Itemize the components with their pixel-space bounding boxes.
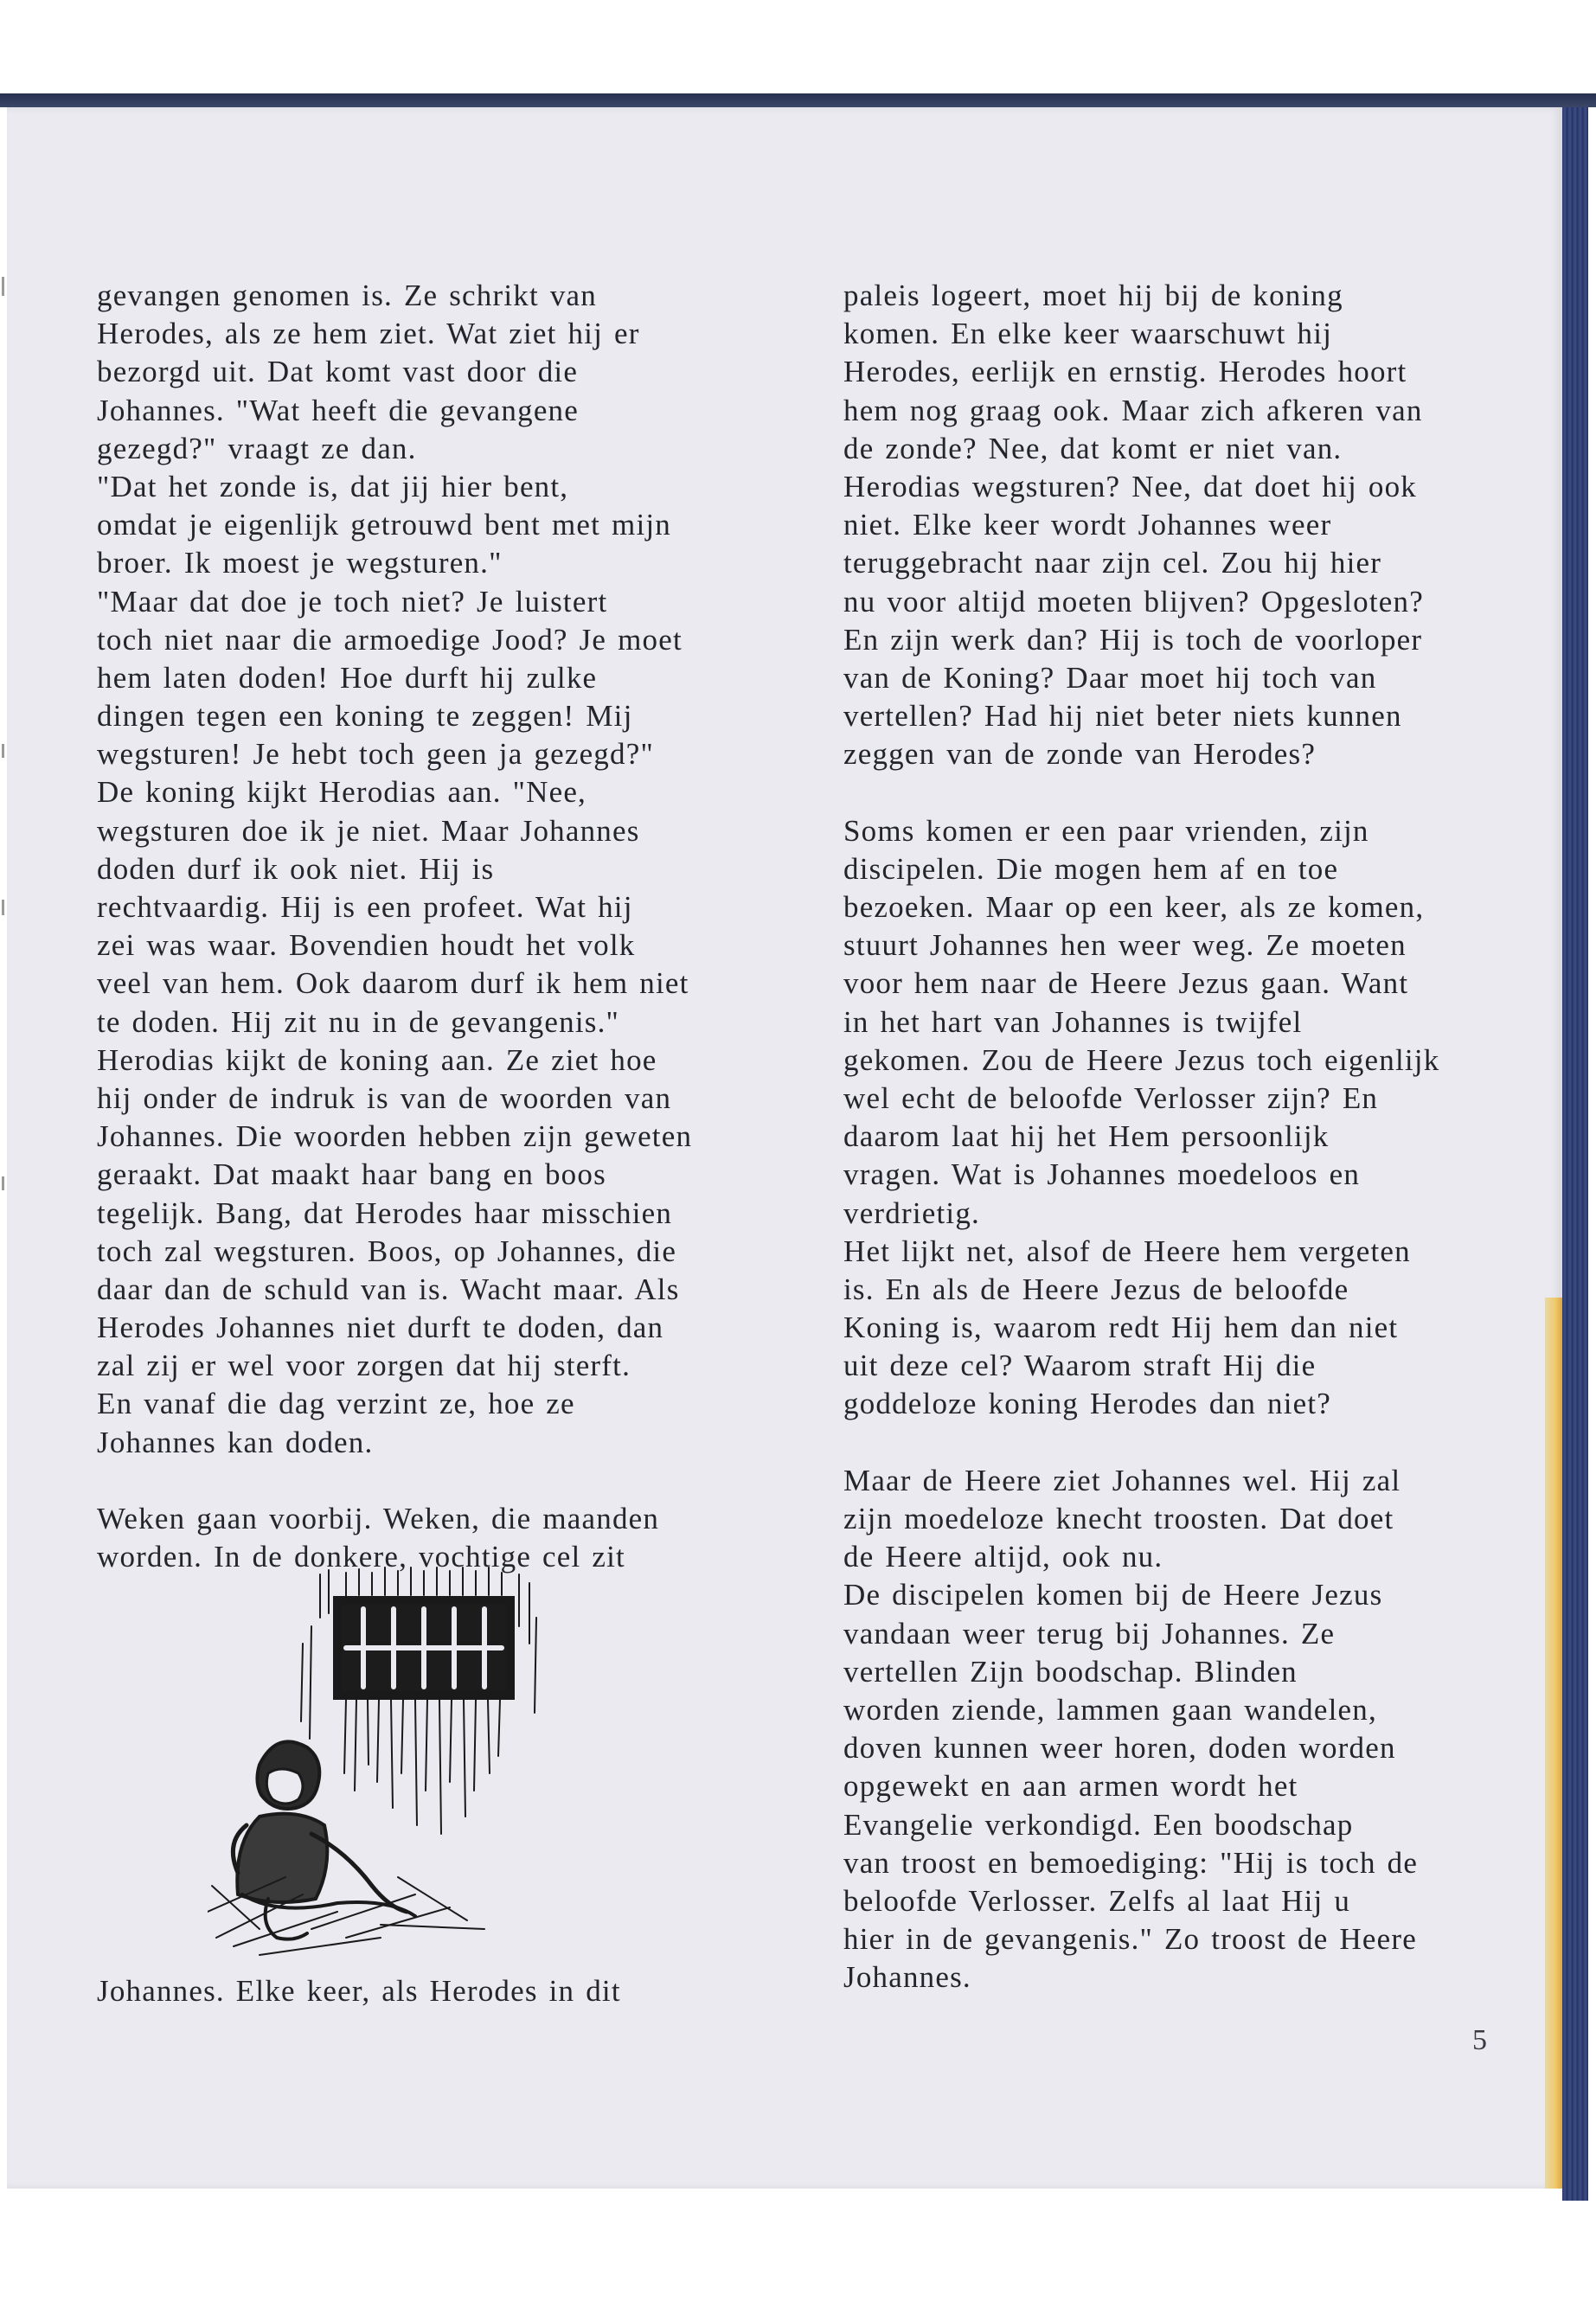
- text-line: goddeloze koning Herodes dan niet?: [843, 1387, 1332, 1421]
- text-line: zijn moedeloze knecht troosten. Dat doet: [843, 1502, 1394, 1535]
- text-line: worden. In de donkere, vochtige cel zit: [97, 1540, 625, 1574]
- text-line: Koning is, waarom redt Hij hem dan niet: [843, 1311, 1399, 1345]
- text-line: van de Koning? Daar moet hij toch van: [843, 660, 1377, 695]
- margin-marks: [0, 260, 7, 1298]
- text-line: paleis logeert, moet hij bij de koning: [843, 279, 1343, 312]
- text-line: broer. Ik moest je wegsturen.": [97, 546, 503, 580]
- text-line: niet. Elke keer wordt Johannes weer: [843, 508, 1332, 542]
- text-line: zal zij er wel voor zorgen dat hij sterft.: [97, 1349, 631, 1383]
- text-line: Johannes.: [843, 1960, 971, 1995]
- text-line: hem nog graag ook. Maar zich afkeren van: [843, 393, 1423, 427]
- text-line: doden durf ik ook niet. Hij is: [97, 851, 495, 886]
- text-line: nu voor altijd moeten blijven? Opgesloten?: [843, 584, 1424, 619]
- text-line: Johannes. Elke keer, als Herodes in dit: [97, 1974, 621, 2008]
- text-line: De koning kijkt Herodias aan. "Nee,: [97, 775, 587, 810]
- text-line: stuurt Johannes hen weer weg. Ze moeten: [843, 928, 1407, 963]
- text-line: gekomen. Zou de Heere Jezus toch eigenlijk: [843, 1042, 1440, 1077]
- text-line: gezegd?" vraagt ze dan.: [97, 431, 417, 465]
- text-line: toch niet naar die armoedige Jood? Je moet: [97, 622, 683, 657]
- text-line: daar dan de schuld van is. Wacht maar. Als: [97, 1272, 680, 1306]
- paragraph-gap: [843, 1424, 1439, 1462]
- text-line: daarom laat hij het Hem persoonlijk: [843, 1119, 1330, 1154]
- text-line: Johannes. Die woorden hebben zijn geweten: [97, 1119, 693, 1154]
- book-binding: [1562, 107, 1588, 2201]
- text-line: Weken gaan voorbij. Weken, die maanden: [97, 1502, 660, 1535]
- text-line: Het lijkt net, alsof de Heere hem vergeten: [843, 1234, 1411, 1268]
- page-number: 5: [1472, 2024, 1487, 2056]
- paragraph-gap: [843, 773, 1439, 811]
- text-line: komen. En elke keer waarschuwt hij: [843, 317, 1333, 351]
- text-line: discipelen. Die mogen hem af en toe: [843, 851, 1339, 886]
- text-line: vragen. Wat is Johannes moedeloos en: [843, 1157, 1361, 1192]
- text-line: "Dat het zonde is, dat jij hier bent,: [97, 469, 569, 503]
- right-column: [843, 277, 1439, 1997]
- text-line: Herodias wegsturen? Nee, dat doet hij ook: [843, 469, 1417, 503]
- text-line: vandaan weer terug bij Johannes. Ze: [843, 1616, 1336, 1650]
- text-line: te doden. Hij zit nu in de gevangenis.": [97, 1004, 620, 1039]
- text-line: de Heere altijd, ook nu.: [843, 1540, 1163, 1574]
- left-column-bottom: [97, 1972, 621, 2010]
- text-line: toch zal wegsturen. Boos, op Johannes, die: [97, 1234, 677, 1268]
- text-line: hem laten doden! Hoe durft hij zulke: [97, 660, 598, 695]
- text-line: Herodes Johannes niet durft te doden, dan: [97, 1311, 664, 1345]
- text-line: uit deze cel? Waarom straft Hij die: [843, 1349, 1317, 1383]
- text-line: rechtvaardig. Hij is een profeet. Wat hij: [97, 890, 633, 924]
- text-line: opgewekt en aan armen wordt het: [843, 1769, 1298, 1804]
- text-line: dingen tegen een koning te zeggen! Mij: [97, 699, 633, 734]
- text-line: van troost en bemoediging: "Hij is toch de: [843, 1845, 1419, 1880]
- text-line: zei was waar. Bovendien houdt het volk: [97, 928, 636, 963]
- text-line: bezoeken. Maar op een keer, als ze komen,: [843, 890, 1425, 924]
- text-line: wegsturen doe ik je niet. Maar Johannes: [97, 813, 640, 848]
- left-column: [97, 277, 692, 1576]
- text-line: veel van hem. Ook daarom durf ik hem niet: [97, 966, 689, 1001]
- text-line: Herodes, eerlijk en ernstig. Herodes hoort: [843, 355, 1407, 389]
- text-line: vertellen Zijn boodschap. Blinden: [843, 1654, 1298, 1689]
- text-line: teruggebracht naar zijn cel. Zou hij hier: [843, 546, 1382, 580]
- text-line: hij onder de indruk is van de woorden van: [97, 1080, 672, 1115]
- text-line: zeggen van de zonde van Herodes?: [843, 737, 1317, 772]
- text-line: wegsturen! Je hebt toch geen ja gezegd?": [97, 737, 654, 772]
- text-line: Johannes. "Wat heeft die gevangene: [97, 393, 579, 427]
- text-line: beloofde Verlosser. Zelfs al laat Hij u: [843, 1883, 1351, 1918]
- text-line: Maar de Heere ziet Johannes wel. Hij zal: [843, 1463, 1401, 1497]
- text-line: worden ziende, lammen gaan wandelen,: [843, 1692, 1377, 1727]
- text-line: is. En als de Heere Jezus de beloofde: [843, 1272, 1349, 1306]
- text-line: geraakt. Dat maakt haar bang en boos: [97, 1157, 606, 1192]
- text-line: doven kunnen weer horen, doden worden: [843, 1731, 1396, 1766]
- text-line: vertellen? Had hij niet beter niets kunnen: [843, 699, 1402, 734]
- text-line: Johannes kan doden.: [97, 1425, 374, 1459]
- text-line: En zijn werk dan? Hij is toch de voorloper: [843, 622, 1423, 657]
- text-line: "Maar dat doe je toch niet? Je luistert: [97, 584, 608, 619]
- text-line: bezorgd uit. Dat komt vast door die: [97, 355, 579, 389]
- text-line: verdrietig.: [843, 1195, 981, 1230]
- page-edge: [1545, 1298, 1562, 2189]
- text-line: in het hart van Johannes is twijfel: [843, 1004, 1303, 1039]
- text-line: hier in de gevangenis." Zo troost de Heere: [843, 1922, 1417, 1957]
- text-line: wel echt de beloofde Verlosser zijn? En: [843, 1080, 1379, 1115]
- text-line: En vanaf die dag verzint ze, hoe ze: [97, 1387, 575, 1421]
- prisoner-illustration: [208, 1566, 588, 1964]
- text-line: gevangen genomen is. Ze schrikt van: [97, 279, 597, 312]
- book-top-edge: [0, 93, 1596, 107]
- text-line: Herodes, als ze hem ziet. Wat ziet hij er: [97, 317, 640, 351]
- text-line: Herodias kijkt de koning aan. Ze ziet hoe: [97, 1042, 657, 1077]
- text-line: voor hem naar de Heere Jezus gaan. Want: [843, 966, 1409, 1001]
- text-line: Soms komen er een paar vrienden, zijn: [843, 813, 1369, 848]
- paragraph-gap: [97, 1462, 692, 1500]
- text-line: De discipelen komen bij de Heere Jezus: [843, 1578, 1383, 1612]
- text-line: de zonde? Nee, dat komt er niet van.: [843, 431, 1343, 465]
- text-line: tegelijk. Bang, dat Herodes haar misschien: [97, 1195, 673, 1230]
- text-line: Evangelie verkondigd. Een boodschap: [843, 1807, 1354, 1842]
- text-line: omdat je eigenlijk getrouwd bent met mijn: [97, 508, 672, 542]
